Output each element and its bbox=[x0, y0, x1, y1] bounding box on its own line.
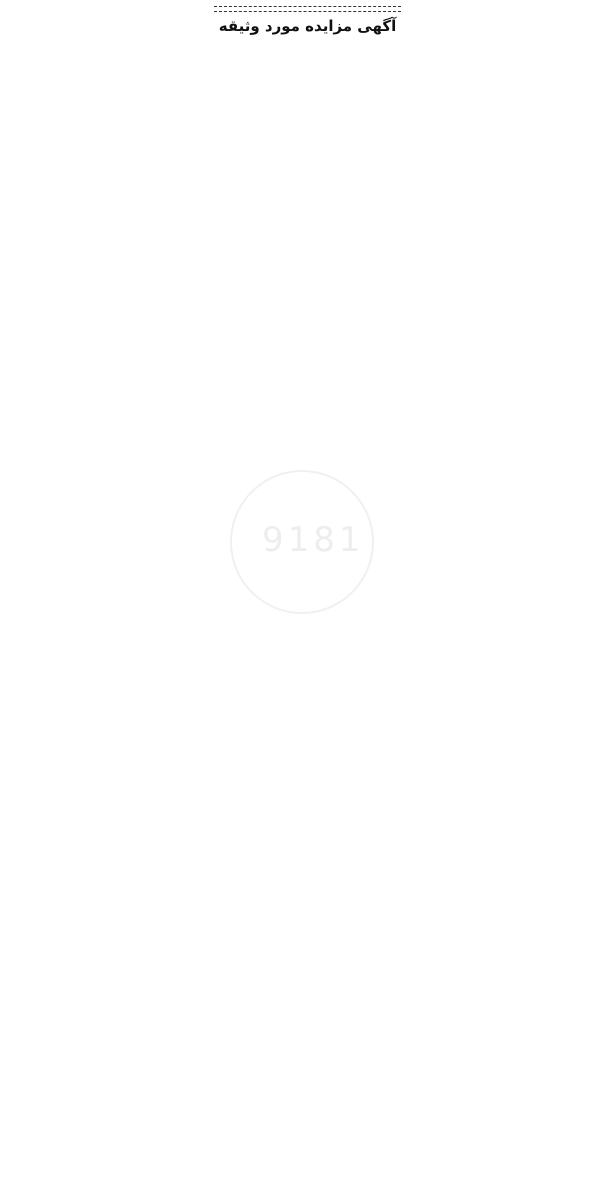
notice-body-upper bbox=[14, 40, 601, 498]
notice-title: آگهی مزایده مورد وثیقه bbox=[218, 17, 397, 35]
top-divider bbox=[214, 6, 401, 12]
footer-date bbox=[14, 1060, 601, 1077]
notice-body-lower bbox=[14, 504, 601, 1052]
footer-code bbox=[14, 1094, 601, 1111]
watermark-text: 9181 bbox=[262, 520, 365, 560]
footer-office bbox=[14, 1077, 601, 1094]
notice-footer bbox=[14, 1060, 601, 1111]
auction-notice bbox=[14, 6, 601, 1174]
